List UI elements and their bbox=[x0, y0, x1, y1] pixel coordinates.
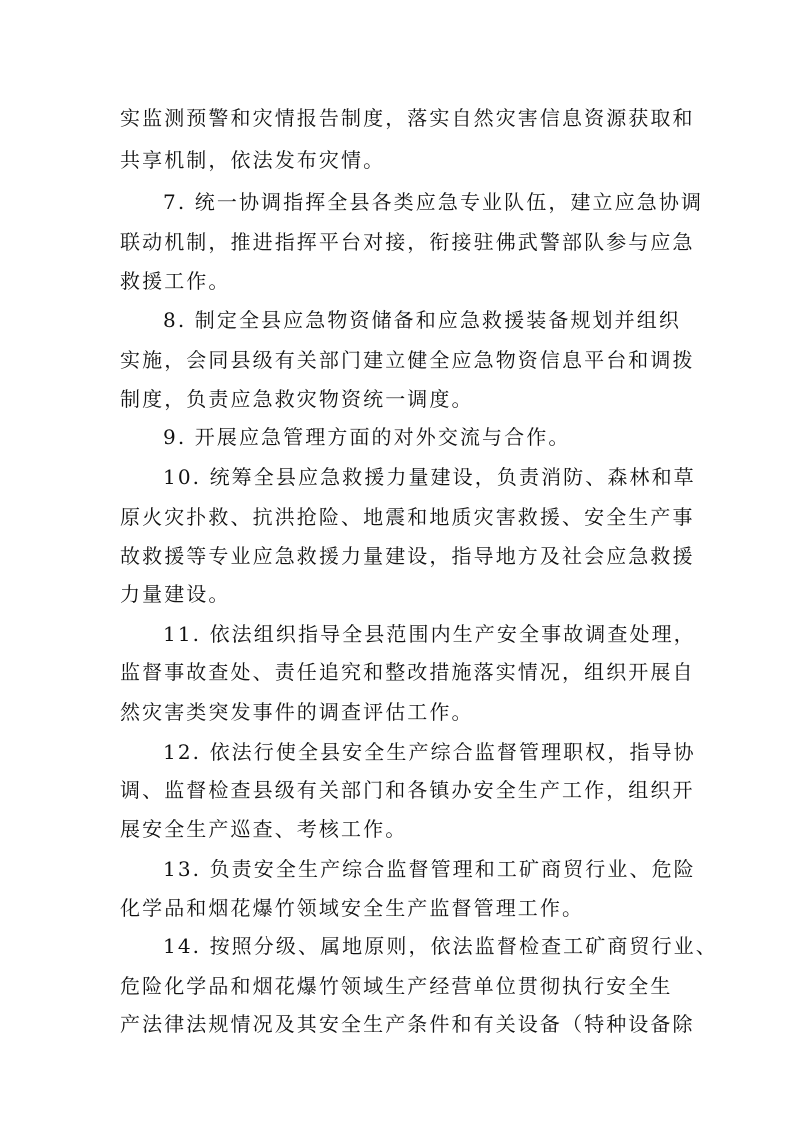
text-line: 产法律法规情况及其安全生产条件和有关设备（特种设备除 bbox=[120, 1012, 695, 1036]
text-line-item-11: 11. 依法组织指导全县范围内生产安全事故调查处理， bbox=[163, 622, 696, 646]
text-line: 调、监督检查县级有关部门和各镇办安全生产工作，组织开 bbox=[120, 778, 695, 802]
text-line: 故救援等专业应急救援力量建设，指导地方及社会应急救援 bbox=[120, 544, 695, 568]
text-line: 原火灾扑救、抗洪抢险、地震和地质灾害救援、安全生产事 bbox=[120, 505, 695, 529]
text-line: 监督事故查处、责任追究和整改措施落实情况，组织开展自 bbox=[120, 660, 695, 684]
text-line: 危险化学品和烟花爆竹领域生产经营单位贯彻执行安全生 bbox=[120, 974, 673, 998]
text-line: 联动机制，推进指挥平台对接，衔接驻佛武警部队参与应急 bbox=[120, 230, 695, 254]
text-line: 救援工作。 bbox=[120, 269, 231, 293]
text-line-item-12: 12. 依法行使全县安全生产综合监督管理职权，指导协 bbox=[163, 740, 696, 764]
text-line-item-13: 13. 负责安全生产综合监督管理和工矿商贸行业、危险 bbox=[163, 857, 696, 881]
text-line: 共享机制，依法发布灾情。 bbox=[120, 148, 386, 172]
text-line: 实监测预警和灾情报告制度，落实自然灾害信息资源获取和 bbox=[120, 106, 695, 130]
text-line-item-7: 7. 统一协调指挥全县各类应急专业队伍，建立应急协调 bbox=[163, 190, 704, 214]
text-line: 实施，会同县级有关部门建立健全应急物资信息平台和调拨 bbox=[120, 348, 695, 372]
text-line-item-10: 10. 统筹全县应急救援力量建设，负责消防、森林和草 bbox=[163, 465, 696, 489]
text-line: 制度，负责应急救灾物资统一调度。 bbox=[120, 387, 474, 411]
text-line: 力量建设。 bbox=[120, 582, 231, 606]
text-line: 化学品和烟花爆竹领域安全生产监督管理工作。 bbox=[120, 896, 585, 920]
text-line-item-14: 14. 按照分级、属地原则，依法监督检查工矿商贸行业、 bbox=[163, 934, 718, 958]
text-line: 展安全生产巡查、考核工作。 bbox=[120, 817, 408, 841]
text-line: 然灾害类突发事件的调查评估工作。 bbox=[120, 700, 474, 724]
text-line-item-8: 8. 制定全县应急物资储备和应急救援装备规划并组织 bbox=[163, 308, 681, 332]
text-line-item-9: 9. 开展应急管理方面的对外交流与合作。 bbox=[163, 425, 571, 449]
